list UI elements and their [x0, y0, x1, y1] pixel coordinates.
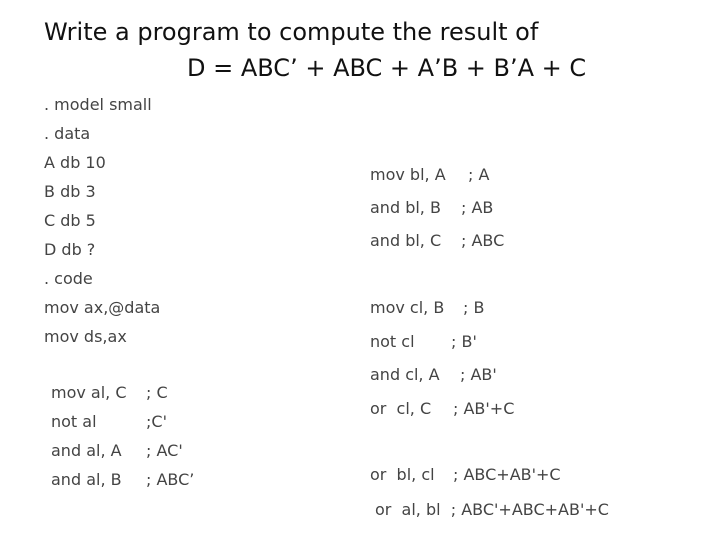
instruction-comment: ; AB'+C [453, 399, 515, 418]
code-line: A db 10 [44, 153, 106, 172]
instruction: and bl, C [370, 231, 442, 250]
slide-title-line-1: Write a program to compute the result of [44, 18, 539, 46]
code-line: D db ? [44, 240, 96, 259]
instruction: and al, A [51, 441, 122, 460]
instruction-comment: ; ABC’ [146, 470, 195, 489]
code-line: mov ax,@data [44, 298, 161, 317]
instruction: mov bl, A [370, 165, 446, 184]
instruction: not al [51, 412, 97, 431]
instruction-comment: ; ABC [461, 231, 505, 250]
instruction: not cl [370, 332, 415, 351]
instruction: mov al, C [51, 383, 127, 402]
instruction-comment: ; AC' [146, 441, 183, 460]
instruction: mov cl, B [370, 298, 445, 317]
instruction: or bl, cl [370, 465, 435, 484]
instruction: and cl, A [370, 365, 440, 384]
instruction-comment: ;C' [146, 412, 167, 431]
instruction: or cl, C [370, 399, 432, 418]
instruction-comment: ; B' [451, 332, 477, 351]
instruction-comment: ; ABC+AB'+C [453, 465, 561, 484]
instruction-comment: ; A [468, 165, 490, 184]
code-line: . code [44, 269, 93, 288]
instruction-comment: ; C [146, 383, 168, 402]
code-line: . model small [44, 95, 152, 114]
instruction-comment: ; AB' [460, 365, 497, 384]
code-line: B db 3 [44, 182, 96, 201]
instruction: and al, B [51, 470, 122, 489]
slide-title-line-2: D = ABC’ + ABC + A’B + B’A + C [187, 54, 587, 82]
final-instruction: or al, bl ; ABC'+ABC+AB'+C [375, 500, 609, 519]
code-line: mov ds,ax [44, 327, 127, 346]
instruction: and bl, B [370, 198, 441, 217]
instruction-comment: ; B [463, 298, 485, 317]
instruction-comment: ; AB [461, 198, 494, 217]
code-line: . data [44, 124, 91, 143]
code-line: C db 5 [44, 211, 96, 230]
